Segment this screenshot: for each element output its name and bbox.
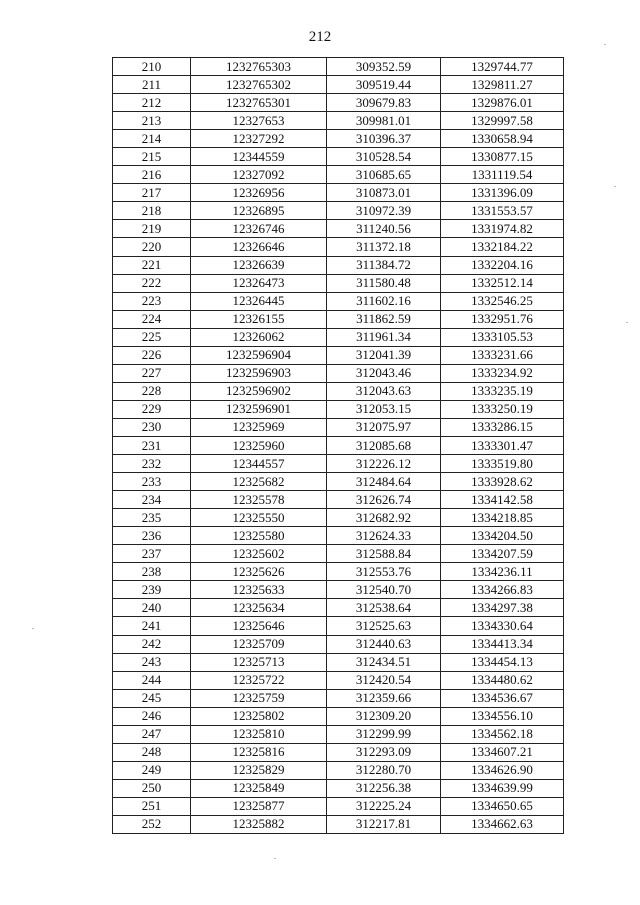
y-coordinate-cell: 1333301.47: [441, 436, 564, 454]
point-id-cell: 12326646: [191, 238, 327, 256]
y-coordinate-cell: 1330658.94: [441, 130, 564, 148]
point-id-cell: 1232596903: [191, 364, 327, 382]
x-coordinate-cell: 312226.12: [327, 455, 441, 473]
point-id-cell: 12325969: [191, 418, 327, 436]
table-row: [113, 184, 564, 202]
point-number-cell: 224: [113, 310, 191, 328]
table-row: [113, 707, 564, 725]
y-coordinate-cell: 1334330.64: [441, 617, 564, 635]
table-row: [113, 58, 564, 76]
table-row: [113, 815, 564, 833]
point-number-cell: 248: [113, 743, 191, 761]
y-coordinate-cell: 1334207.59: [441, 545, 564, 563]
x-coordinate-cell: 311862.59: [327, 310, 441, 328]
table-row: [113, 725, 564, 743]
x-coordinate-cell: 312293.09: [327, 743, 441, 761]
point-number-cell: 237: [113, 545, 191, 563]
y-coordinate-cell: 1334607.21: [441, 743, 564, 761]
point-number-cell: 236: [113, 527, 191, 545]
y-coordinate-cell: 1330877.15: [441, 148, 564, 166]
table-row: [113, 743, 564, 761]
x-coordinate-cell: 312217.81: [327, 815, 441, 833]
point-number-cell: 240: [113, 599, 191, 617]
point-number-cell: 241: [113, 617, 191, 635]
table-body: [113, 58, 564, 834]
table-row: [113, 364, 564, 382]
table-row: [113, 473, 564, 491]
point-id-cell: 12325709: [191, 635, 327, 653]
point-number-cell: 245: [113, 689, 191, 707]
y-coordinate-cell: 1329876.01: [441, 94, 564, 112]
y-coordinate-cell: 1334639.99: [441, 779, 564, 797]
point-id-cell: 12325578: [191, 491, 327, 509]
point-id-cell: 1232596902: [191, 382, 327, 400]
table-row: [113, 545, 564, 563]
x-coordinate-cell: 310873.01: [327, 184, 441, 202]
table-row: [113, 599, 564, 617]
x-coordinate-cell: 312041.39: [327, 346, 441, 364]
point-id-cell: 12326445: [191, 292, 327, 310]
y-coordinate-cell: 1334536.67: [441, 689, 564, 707]
point-id-cell: 12325877: [191, 797, 327, 815]
x-coordinate-cell: 312588.84: [327, 545, 441, 563]
table-row: [113, 94, 564, 112]
point-id-cell: 12325634: [191, 599, 327, 617]
x-coordinate-cell: 312538.64: [327, 599, 441, 617]
y-coordinate-cell: 1334562.18: [441, 725, 564, 743]
scan-speck: [274, 858, 276, 859]
table-row: [113, 382, 564, 400]
x-coordinate-cell: 310528.54: [327, 148, 441, 166]
y-coordinate-cell: 1334142.58: [441, 491, 564, 509]
y-coordinate-cell: 1333231.66: [441, 346, 564, 364]
point-number-cell: 233: [113, 473, 191, 491]
y-coordinate-cell: 1334626.90: [441, 761, 564, 779]
table-row: [113, 274, 564, 292]
point-id-cell: 1232596904: [191, 346, 327, 364]
point-id-cell: 12326473: [191, 274, 327, 292]
point-id-cell: 12344557: [191, 455, 327, 473]
x-coordinate-cell: 312075.97: [327, 418, 441, 436]
y-coordinate-cell: 1334218.85: [441, 509, 564, 527]
point-id-cell: 12326895: [191, 202, 327, 220]
x-coordinate-cell: 312553.76: [327, 563, 441, 581]
point-number-cell: 234: [113, 491, 191, 509]
point-number-cell: 222: [113, 274, 191, 292]
table-row: [113, 148, 564, 166]
point-number-cell: 239: [113, 581, 191, 599]
point-number-cell: 213: [113, 112, 191, 130]
y-coordinate-cell: 1334413.34: [441, 635, 564, 653]
point-id-cell: 12327092: [191, 166, 327, 184]
x-coordinate-cell: 312043.46: [327, 364, 441, 382]
y-coordinate-cell: 1329997.58: [441, 112, 564, 130]
table-row: [113, 491, 564, 509]
y-coordinate-cell: 1332184.22: [441, 238, 564, 256]
y-coordinate-cell: 1333250.19: [441, 400, 564, 418]
table-row: [113, 256, 564, 274]
point-id-cell: 1232765303: [191, 58, 327, 76]
x-coordinate-cell: 309679.83: [327, 94, 441, 112]
point-number-cell: 214: [113, 130, 191, 148]
x-coordinate-cell: 312525.63: [327, 617, 441, 635]
y-coordinate-cell: 1334454.13: [441, 653, 564, 671]
x-coordinate-cell: 312420.54: [327, 671, 441, 689]
point-id-cell: 12325960: [191, 436, 327, 454]
point-number-cell: 220: [113, 238, 191, 256]
point-id-cell: 12325882: [191, 815, 327, 833]
table-row: [113, 166, 564, 184]
table-row: [113, 617, 564, 635]
y-coordinate-cell: 1331553.57: [441, 202, 564, 220]
table-row: [113, 779, 564, 797]
table-row: [113, 436, 564, 454]
table-row: [113, 635, 564, 653]
x-coordinate-cell: 312626.74: [327, 491, 441, 509]
page-number: 212: [308, 29, 332, 45]
point-id-cell: 1232765301: [191, 94, 327, 112]
y-coordinate-cell: 1331396.09: [441, 184, 564, 202]
table-row: [113, 455, 564, 473]
x-coordinate-cell: 312309.20: [327, 707, 441, 725]
point-id-cell: 1232765302: [191, 76, 327, 94]
point-id-cell: 12325810: [191, 725, 327, 743]
y-coordinate-cell: 1334650.65: [441, 797, 564, 815]
point-number-cell: 210: [113, 58, 191, 76]
table-row: [113, 527, 564, 545]
table-row: [113, 292, 564, 310]
y-coordinate-cell: 1334297.38: [441, 599, 564, 617]
point-id-cell: 12327653: [191, 112, 327, 130]
y-coordinate-cell: 1333519.80: [441, 455, 564, 473]
point-id-cell: 12326062: [191, 328, 327, 346]
point-number-cell: 231: [113, 436, 191, 454]
point-number-cell: 225: [113, 328, 191, 346]
point-id-cell: 12325722: [191, 671, 327, 689]
y-coordinate-cell: 1332512.14: [441, 274, 564, 292]
point-number-cell: 221: [113, 256, 191, 274]
x-coordinate-cell: 311384.72: [327, 256, 441, 274]
point-number-cell: 226: [113, 346, 191, 364]
point-id-cell: 12326956: [191, 184, 327, 202]
y-coordinate-cell: 1331974.82: [441, 220, 564, 238]
y-coordinate-cell: 1333105.53: [441, 328, 564, 346]
y-coordinate-cell: 1332951.76: [441, 310, 564, 328]
point-id-cell: 12325633: [191, 581, 327, 599]
point-number-cell: 249: [113, 761, 191, 779]
x-coordinate-cell: 310396.37: [327, 130, 441, 148]
point-id-cell: 12325759: [191, 689, 327, 707]
y-coordinate-cell: 1333928.62: [441, 473, 564, 491]
scan-speck: [626, 322, 628, 323]
x-coordinate-cell: 312624.33: [327, 527, 441, 545]
point-number-cell: 212: [113, 94, 191, 112]
point-number-cell: 252: [113, 815, 191, 833]
point-id-cell: 12325580: [191, 527, 327, 545]
y-coordinate-cell: 1334266.83: [441, 581, 564, 599]
x-coordinate-cell: 311580.48: [327, 274, 441, 292]
x-coordinate-cell: 309352.59: [327, 58, 441, 76]
table-row: [113, 76, 564, 94]
x-coordinate-cell: 312085.68: [327, 436, 441, 454]
point-id-cell: 12326639: [191, 256, 327, 274]
point-id-cell: 12325816: [191, 743, 327, 761]
y-coordinate-cell: 1333234.92: [441, 364, 564, 382]
point-number-cell: 227: [113, 364, 191, 382]
y-coordinate-cell: 1331119.54: [441, 166, 564, 184]
coordinates-table: [112, 57, 564, 834]
point-id-cell: 12325550: [191, 509, 327, 527]
point-number-cell: 247: [113, 725, 191, 743]
point-number-cell: 238: [113, 563, 191, 581]
point-id-cell: 12325849: [191, 779, 327, 797]
table-row: [113, 761, 564, 779]
table-row: [113, 220, 564, 238]
point-number-cell: 211: [113, 76, 191, 94]
table-row: [113, 400, 564, 418]
x-coordinate-cell: 309981.01: [327, 112, 441, 130]
y-coordinate-cell: 1334204.50: [441, 527, 564, 545]
x-coordinate-cell: 312256.38: [327, 779, 441, 797]
point-number-cell: 235: [113, 509, 191, 527]
point-number-cell: 230: [113, 418, 191, 436]
scan-speck: [604, 44, 606, 45]
point-id-cell: 12327292: [191, 130, 327, 148]
x-coordinate-cell: 312434.51: [327, 653, 441, 671]
y-coordinate-cell: 1329811.27: [441, 76, 564, 94]
y-coordinate-cell: 1334236.11: [441, 563, 564, 581]
point-number-cell: 229: [113, 400, 191, 418]
x-coordinate-cell: 311961.34: [327, 328, 441, 346]
x-coordinate-cell: 312682.92: [327, 509, 441, 527]
point-id-cell: 12344559: [191, 148, 327, 166]
point-id-cell: 1232596901: [191, 400, 327, 418]
x-coordinate-cell: 312359.66: [327, 689, 441, 707]
y-coordinate-cell: 1334480.62: [441, 671, 564, 689]
x-coordinate-cell: 312280.70: [327, 761, 441, 779]
table-row: [113, 238, 564, 256]
point-id-cell: 12325713: [191, 653, 327, 671]
point-id-cell: 12325682: [191, 473, 327, 491]
table-row: [113, 346, 564, 364]
x-coordinate-cell: 311372.18: [327, 238, 441, 256]
point-number-cell: 218: [113, 202, 191, 220]
x-coordinate-cell: 312440.63: [327, 635, 441, 653]
point-id-cell: 12325646: [191, 617, 327, 635]
x-coordinate-cell: 310972.39: [327, 202, 441, 220]
point-number-cell: 223: [113, 292, 191, 310]
table-row: [113, 509, 564, 527]
point-id-cell: 12326155: [191, 310, 327, 328]
point-number-cell: 215: [113, 148, 191, 166]
point-number-cell: 244: [113, 671, 191, 689]
point-number-cell: 216: [113, 166, 191, 184]
table-row: [113, 328, 564, 346]
table-row: [113, 671, 564, 689]
x-coordinate-cell: 312299.99: [327, 725, 441, 743]
point-number-cell: 217: [113, 184, 191, 202]
x-coordinate-cell: 312053.15: [327, 400, 441, 418]
table-row: [113, 112, 564, 130]
x-coordinate-cell: 312540.70: [327, 581, 441, 599]
point-id-cell: 12325626: [191, 563, 327, 581]
y-coordinate-cell: 1333235.19: [441, 382, 564, 400]
point-id-cell: 12325829: [191, 761, 327, 779]
table-row: [113, 310, 564, 328]
x-coordinate-cell: 312225.24: [327, 797, 441, 815]
point-number-cell: 219: [113, 220, 191, 238]
point-number-cell: 242: [113, 635, 191, 653]
table-row: [113, 563, 564, 581]
table-row: [113, 418, 564, 436]
table-row: [113, 797, 564, 815]
point-number-cell: 251: [113, 797, 191, 815]
x-coordinate-cell: 310685.65: [327, 166, 441, 184]
point-number-cell: 232: [113, 455, 191, 473]
y-coordinate-cell: 1333286.15: [441, 418, 564, 436]
x-coordinate-cell: 312484.64: [327, 473, 441, 491]
table-row: [113, 653, 564, 671]
x-coordinate-cell: 312043.63: [327, 382, 441, 400]
point-number-cell: 246: [113, 707, 191, 725]
point-id-cell: 12325802: [191, 707, 327, 725]
y-coordinate-cell: 1334662.63: [441, 815, 564, 833]
table-row: [113, 202, 564, 220]
y-coordinate-cell: 1332204.16: [441, 256, 564, 274]
point-number-cell: 228: [113, 382, 191, 400]
y-coordinate-cell: 1334556.10: [441, 707, 564, 725]
scan-speck: [32, 628, 34, 629]
table-row: [113, 689, 564, 707]
table-row: [113, 581, 564, 599]
table-row: [113, 130, 564, 148]
x-coordinate-cell: 309519.44: [327, 76, 441, 94]
point-id-cell: 12325602: [191, 545, 327, 563]
x-coordinate-cell: 311602.16: [327, 292, 441, 310]
point-id-cell: 12326746: [191, 220, 327, 238]
point-number-cell: 250: [113, 779, 191, 797]
point-number-cell: 243: [113, 653, 191, 671]
scan-speck: [614, 186, 616, 187]
y-coordinate-cell: 1329744.77: [441, 58, 564, 76]
x-coordinate-cell: 311240.56: [327, 220, 441, 238]
y-coordinate-cell: 1332546.25: [441, 292, 564, 310]
